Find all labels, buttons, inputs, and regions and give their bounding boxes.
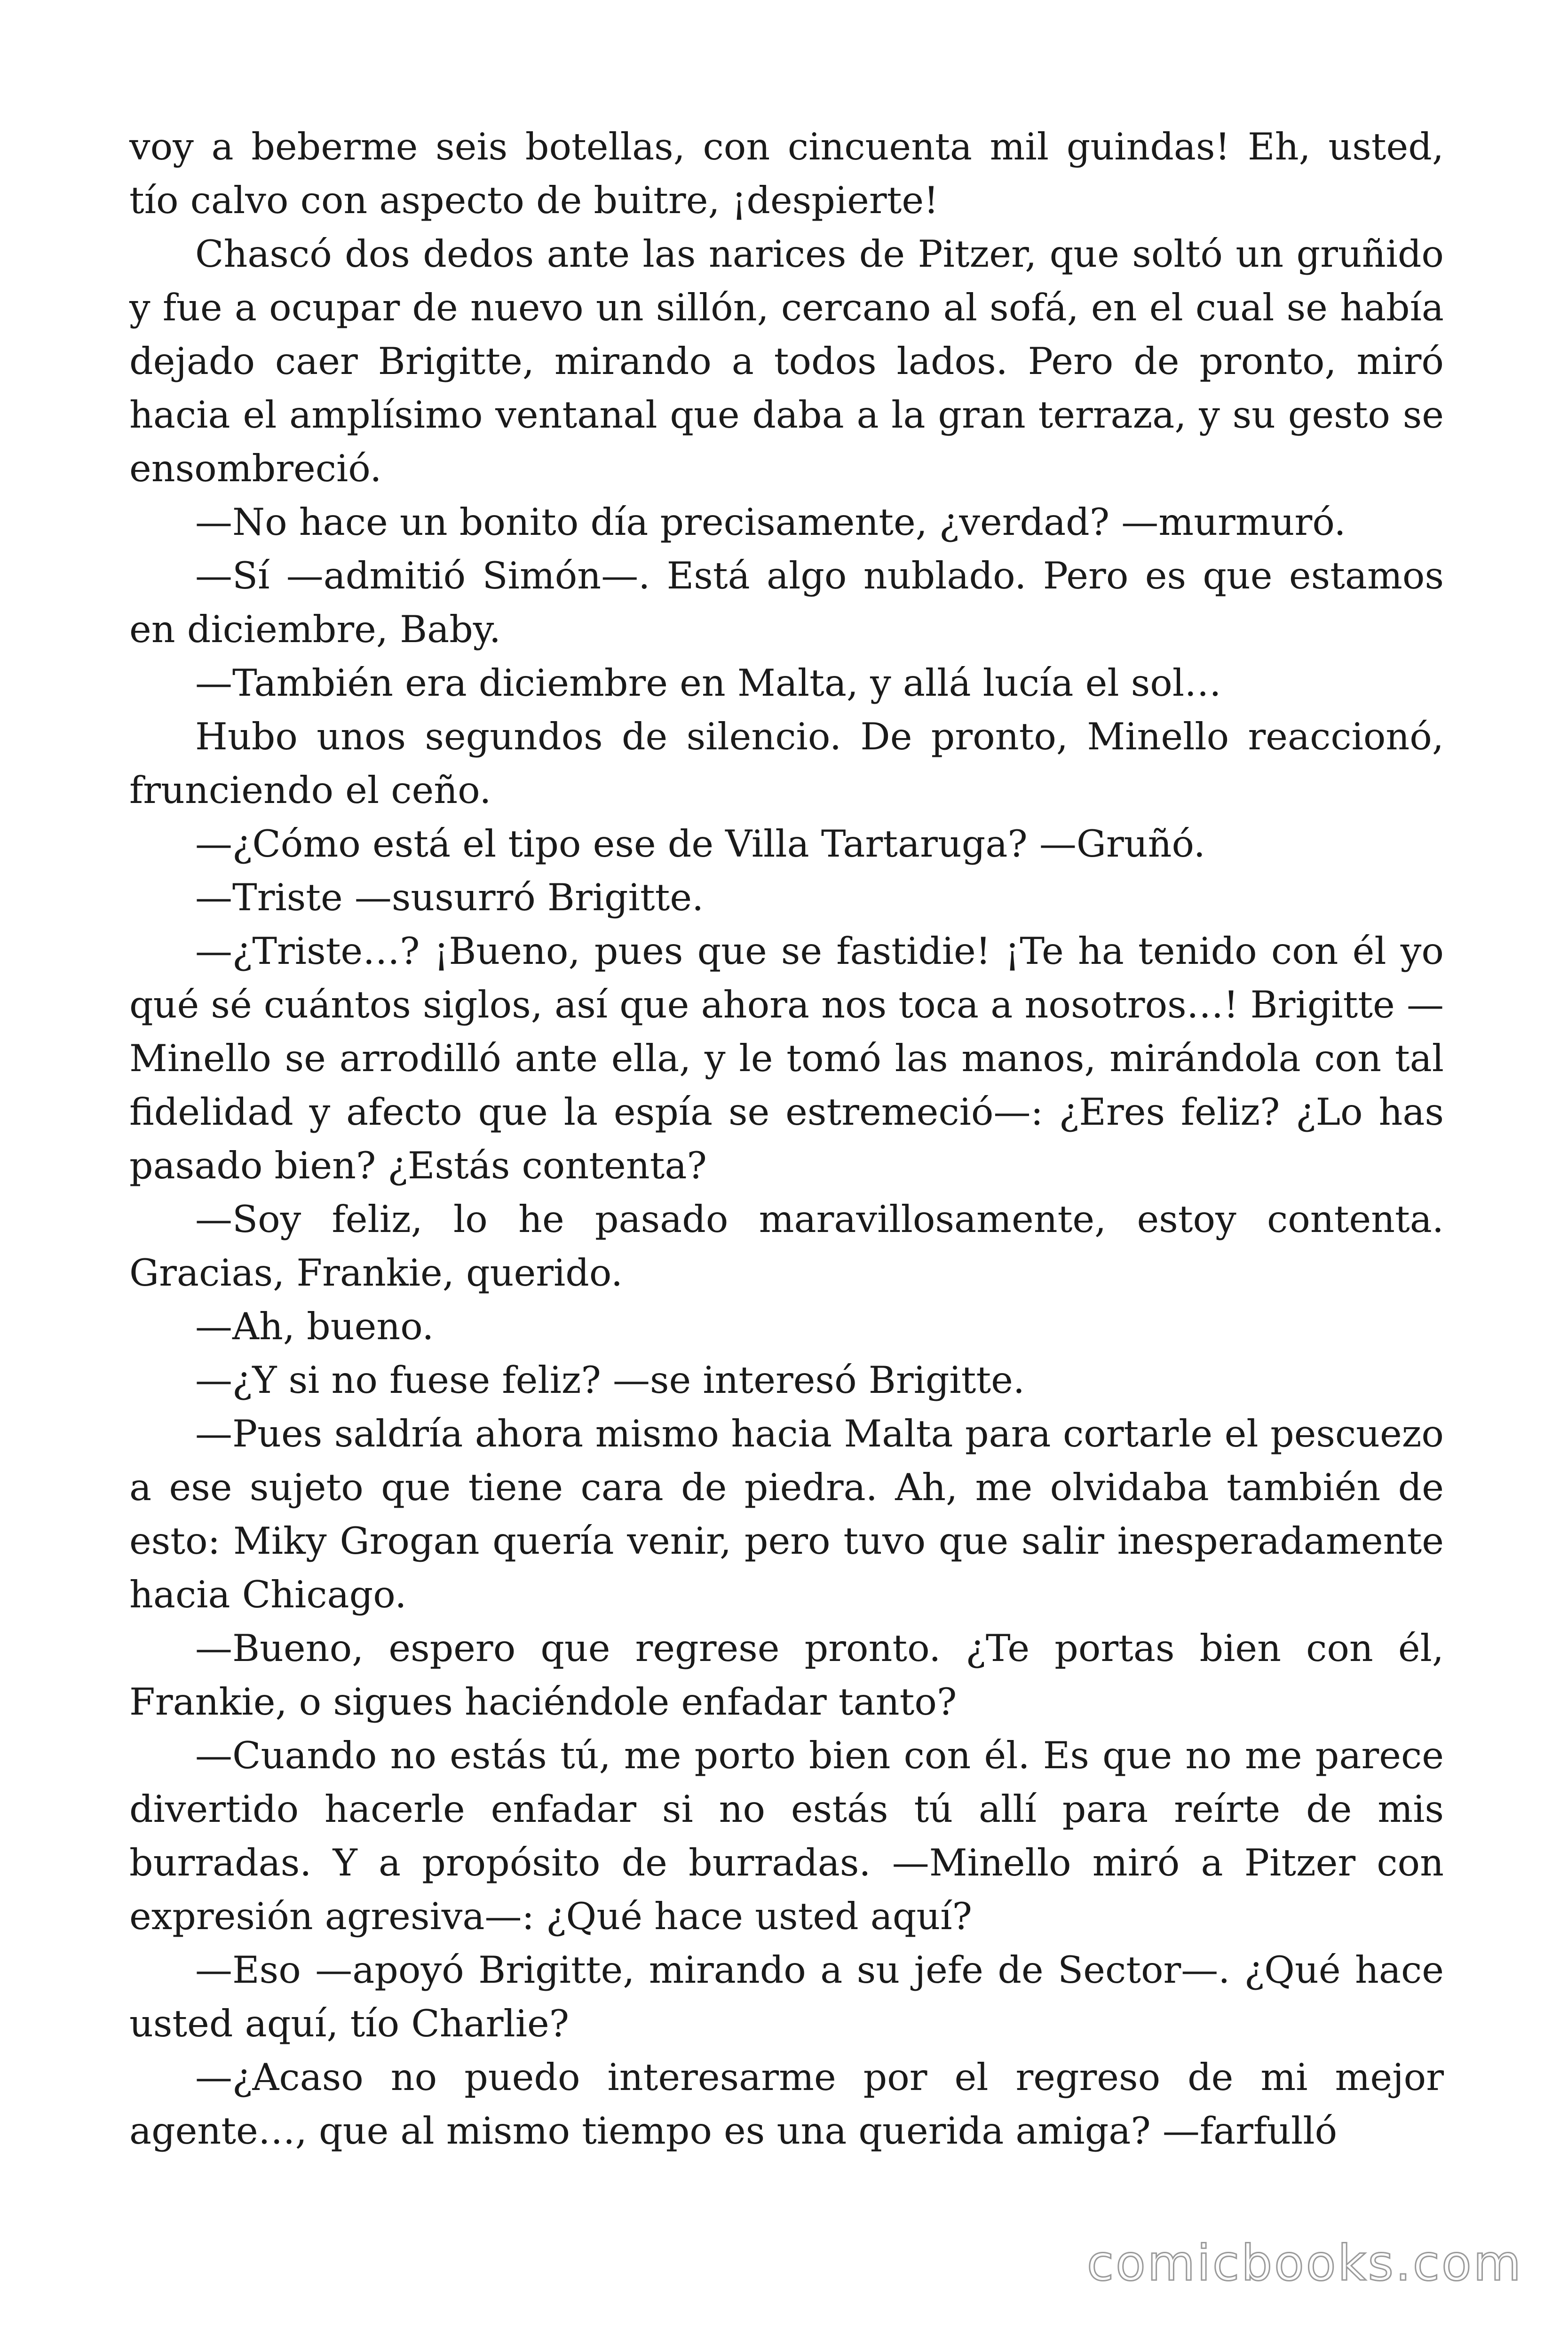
paragraph-8: —Triste —susurró Brigitte. [195,876,704,919]
paragraph-16: —Eso —apoyó Brigitte, mirando a su jefe de Sector—. ¿Qué hace usted aquí, tío Charlie? [129,1948,1444,2045]
paragraph-1: voy a beberme seis botellas, con cincuenta mil guindas! Eh, usted, tío calvo con aspecto de buitre, ¡despierte! [129,125,1444,222]
paragraph-3: —No hace un bonito día precisamente, ¿verdad? —murmuró. [195,501,1346,544]
paragraph-10: —Soy feliz, lo he pasado maravillosamente, estoy contenta. Gracias, Frankie, querido. [129,1198,1444,1295]
paragraph-12: —¿Y si no fuese feliz? —se interesó Brigitte. [195,1359,1025,1402]
paragraph-9: —¿Triste…? ¡Bueno, pues que se fastidie! ¡Te ha tenido con él yo qué sé cuántos siglos, así que ahora nos toca a nosotros…! Brigitte —Minello se arrodilló ante ella, y le tomó las manos, mirándola con tal fidelidad y afecto que la espía se estremeció—: ¿Eres feliz? ¿Lo has pasado bien? ¿Estás contenta? [129,930,1444,1187]
paragraph-17: —¿Acaso no puedo interesarme por el regreso de mi mejor agente…, que al mismo tiempo es una querida amiga? —farfulló [129,2056,1444,2153]
paragraph-2: Chascó dos dedos ante las narices de Pitzer, que soltó un gruñido y fue a ocupar de nuevo un sillón, cercano al sofá, en el cual se había dejado caer Brigitte, mirando a todos lados. Pero de pronto, miró hacia el amplísimo ventanal que daba a la gran terraza, y su gesto se ensombreció. [129,232,1444,490]
paragraph-5: —También era diciembre en Malta, y allá lucía el sol… [195,661,1222,705]
paragraph-4: —Sí —admitió Simón—. Está algo nublado. Pero es que estamos en diciembre, Baby. [129,554,1444,651]
paragraph-6: Hubo unos segundos de silencio. De pronto, Minello reaccionó, frunciendo el ceño. [129,715,1444,812]
paragraph-14: —Bueno, espero que regrese pronto. ¿Te portas bien con él, Frankie, o sigues haciéndole enfadar tanto? [129,1627,1444,1724]
paragraph-13: —Pues saldría ahora mismo hacia Malta para cortarle el pescuezo a ese sujeto que tiene cara de piedra. Ah, me olvidaba también de esto: Miky Grogan quería venir, pero tuvo que salir inesperadamente hacia Chicago. [129,1412,1444,1616]
watermark: comicbooks.com [1086,2234,1523,2292]
paragraph-15: —Cuando no estás tú, me porto bien con él. Es que no me parece divertido hacerle enfadar si no estás tú allí para reírte de mis burradas. Y a propósito de burradas. —Minello miró a Pitzer con expresión agresiva—: ¿Qué hace usted aquí? [129,1734,1444,1938]
paragraph-11: —Ah, bueno. [195,1305,434,1348]
paragraph-7: —¿Cómo está el tipo ese de Villa Tartaruga? —Gruñó. [195,822,1205,866]
book-page-text [129,120,1444,2158]
